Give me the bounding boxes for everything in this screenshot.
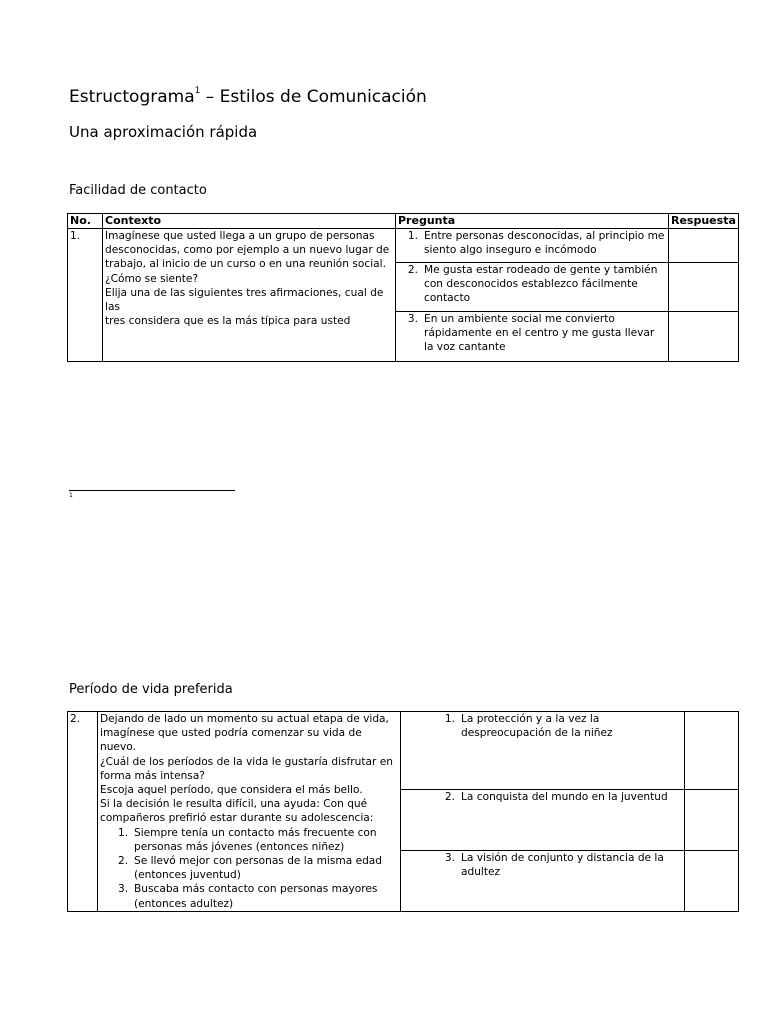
question-item: 3. La visión de conjunto y distancia de la adultez [401, 851, 685, 912]
context-line: trabajo, al inicio de un curso o en una reunión social. [105, 258, 386, 271]
table-header-row [68, 214, 739, 229]
context-line: Dejando de lado un momento su actual etapa de vida, [100, 713, 389, 725]
question-item: 1. Entre personas desconocidas, al principio me siento algo inseguro e incómodo [407, 230, 665, 257]
row-number: 2. [68, 712, 98, 912]
answer-box[interactable] [669, 262, 738, 311]
answers-cell[interactable] [669, 229, 739, 362]
context-line: ¿Cuál de los períodos de la vida le gustaría disfrutar en [100, 755, 393, 768]
row-number: 1. [68, 229, 103, 362]
question-item: 2. La conquista del mundo en la juventud [401, 790, 685, 851]
contact-table [67, 213, 739, 362]
context-line: Si la decisión le resulta difícil, una ayuda: Con qué [100, 798, 368, 811]
question-item: 2. Me gusta estar rodeado de gente y también con desconocidos establezco fácilmente contacto [396, 262, 668, 311]
context-line: compañeros prefirió estar durante su adolescencia: [100, 812, 374, 825]
life-period-table [67, 711, 739, 912]
context-line: Escoja aquel período, que considera el más bello. [100, 784, 363, 797]
context-line: Elija una de las siguientes tres afirmaciones, cual de las [105, 286, 384, 314]
context-line: imagínese que usted podría comenzar su vida de nuevo. [100, 727, 362, 754]
table-row [68, 712, 739, 790]
footnote-separator [69, 490, 235, 491]
header-question: Pregunta [396, 214, 669, 229]
question-item: 1. La protección y a la vez la despreocupación de la niñez [401, 712, 685, 790]
context-line: desconocidas, como por ejemplo a un nuevo lugar de [105, 244, 390, 257]
answer-box[interactable] [685, 712, 739, 790]
question-item: 3. En un ambiente social me convierto rápidamente en el centro y me gusta llevar la voz cantante [396, 311, 668, 361]
context-line: forma más intensa? [100, 769, 205, 782]
sub-item: 2. Se llevó mejor con personas de la misma edad (entonces juventud) [118, 855, 383, 882]
context-line: tres considera que es la más típica para usted [105, 315, 351, 328]
context-cell [98, 712, 401, 912]
header-context: Contexto [103, 214, 396, 229]
questions-cell [396, 229, 669, 362]
answer-box[interactable] [685, 851, 739, 912]
document-subtitle: Una aproximación rápida [69, 123, 258, 141]
footnote-mark: 1 [69, 492, 73, 499]
table-row [68, 229, 739, 362]
context-cell [103, 229, 396, 362]
footnote-ref: 1 [194, 86, 201, 96]
sub-item: 3. Buscaba más contacto con personas mayores (entonces adultez) [118, 883, 378, 910]
answer-box[interactable] [685, 790, 739, 851]
context-line: ¿Cómo se siente? [105, 272, 199, 285]
header-answer: Respuesta [669, 214, 739, 229]
section-heading-life-period: Período de vida preferida [69, 682, 233, 697]
answer-box[interactable] [669, 311, 738, 361]
sub-item: 1. Siempre tenía un contacto más frecuente con personas más jóvenes (entonces niñez) [118, 826, 377, 853]
answer-box[interactable] [669, 229, 738, 262]
context-line: Imagínese que usted llega a un grupo de personas [105, 230, 375, 242]
document-title: Estructograma$^1$ – Estilos de Comunicación [69, 86, 427, 107]
section-heading-contact: Facilidad de contacto [69, 183, 207, 198]
header-no: No. [68, 214, 103, 229]
